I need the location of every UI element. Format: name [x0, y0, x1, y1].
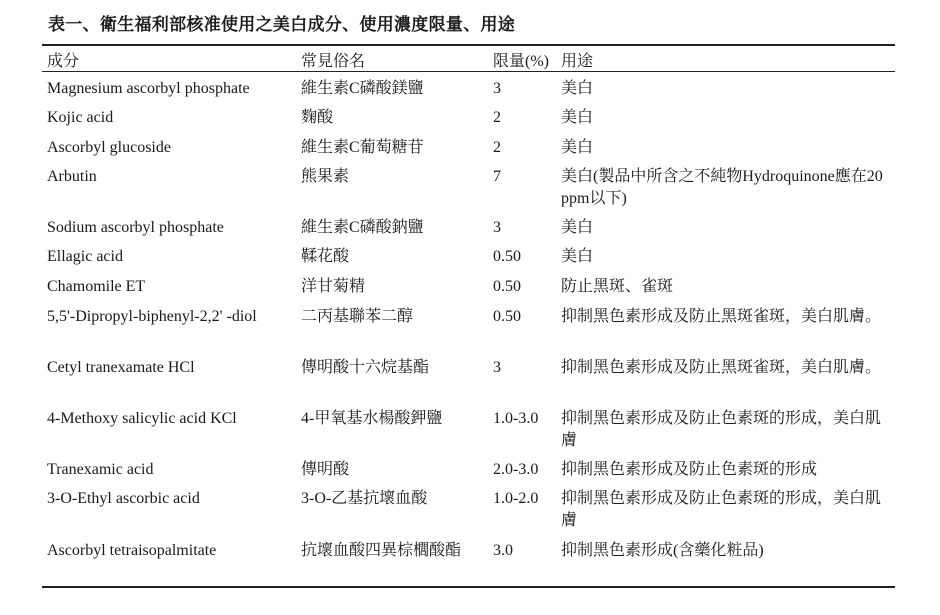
header-ingredient: 成分: [47, 53, 80, 70]
common-name-cell: 熊果素: [301, 168, 350, 185]
common-name-cell: 鞣花酸: [301, 248, 350, 265]
header-common-name: 常見俗名: [301, 53, 366, 70]
limit-cell: 0.50: [493, 248, 521, 265]
ingredient-cell: Magnesium ascorbyl phosphate: [47, 80, 250, 97]
ingredient-cell: Ellagic acid: [47, 248, 123, 265]
ingredient-cell: Tranexamic acid: [47, 461, 154, 478]
limit-cell: 2: [493, 109, 501, 126]
common-name-cell: 維生素C磷酸鎂鹽: [301, 80, 424, 97]
use-cell: 美白: [561, 80, 594, 97]
ingredient-cell: Sodium ascorbyl phosphate: [47, 219, 224, 236]
limit-cell: 3: [493, 80, 501, 97]
use-cell: 抑制黑色素形成(含藥化粧品): [561, 542, 764, 559]
ingredient-cell: 5,5'-Dipropyl-biphenyl-2,2' -diol: [47, 308, 257, 325]
ingredient-cell: Ascorbyl glucoside: [47, 139, 171, 156]
limit-cell: 2: [493, 139, 501, 156]
bottom-rule: [42, 586, 895, 588]
top-rule: [42, 44, 895, 46]
ingredient-cell: Chamomile ET: [47, 278, 146, 295]
header-rule: [42, 71, 895, 72]
ingredient-cell: Ascorbyl tetraisopalmitate: [47, 542, 217, 559]
use-cell: 抑制黑色素形成及防止色素斑的形成: [561, 461, 818, 478]
use-cell: 抑制黑色素形成及防止黑斑雀斑，美白肌膚。: [561, 359, 882, 376]
header-limit: 限量(%): [493, 53, 549, 70]
limit-cell: 0.50: [493, 308, 521, 325]
common-name-cell: 傳明酸十六烷基酯: [301, 359, 430, 376]
common-name-cell: 維生素C葡萄糖苷: [301, 139, 424, 156]
use-cell: 美白(製品中所含之不純物Hydroquinone應在20 ppm以下): [561, 168, 883, 207]
limit-cell: 3.0: [493, 542, 513, 559]
use-cell: 美白: [561, 139, 594, 156]
common-name-cell: 4-甲氧基水楊酸鉀鹽: [301, 410, 443, 427]
limit-cell: 7: [493, 168, 501, 185]
common-name-cell: 抗壞血酸四異棕櫚酸酯: [301, 542, 462, 559]
use-cell: 美白: [561, 109, 594, 126]
use-cell: 抑制黑色素形成及防止色素斑的形成，美白肌膚: [561, 410, 882, 449]
limit-cell: 1.0-3.0: [493, 410, 539, 427]
use-cell: 抑制黑色素形成及防止色素斑的形成，美白肌膚: [561, 490, 882, 529]
ingredient-cell: 4-Methoxy salicylic acid KCl: [47, 410, 237, 427]
common-name-cell: 麴酸: [301, 109, 334, 126]
common-name-cell: 3-O-乙基抗壞血酸: [301, 490, 428, 507]
limit-cell: 3: [493, 219, 501, 236]
use-cell: 美白: [561, 219, 594, 236]
ingredient-cell: 3-O-Ethyl ascorbic acid: [47, 490, 200, 507]
use-cell: 防止黑斑、雀斑: [561, 278, 674, 295]
table-title: 表一、衛生福利部核准使用之美白成分、使用濃度限量、用途: [48, 15, 516, 35]
common-name-cell: 傳明酸: [301, 461, 350, 478]
ingredient-cell: Kojic acid: [47, 109, 114, 126]
limit-cell: 1.0-2.0: [493, 490, 539, 507]
ingredient-cell: Arbutin: [47, 168, 97, 185]
header-use: 用途: [561, 53, 594, 70]
ingredient-cell: Cetyl tranexamate HCl: [47, 359, 195, 376]
limit-cell: 2.0-3.0: [493, 461, 539, 478]
use-cell: 美白: [561, 248, 594, 265]
use-cell: 抑制黑色素形成及防止黑斑雀斑，美白肌膚。: [561, 308, 882, 325]
limit-cell: 3: [493, 359, 501, 376]
common-name-cell: 二丙基聯苯二醇: [301, 308, 414, 325]
limit-cell: 0.50: [493, 278, 521, 295]
common-name-cell: 維生素C磷酸鈉鹽: [301, 219, 424, 236]
common-name-cell: 洋甘菊精: [301, 278, 366, 295]
